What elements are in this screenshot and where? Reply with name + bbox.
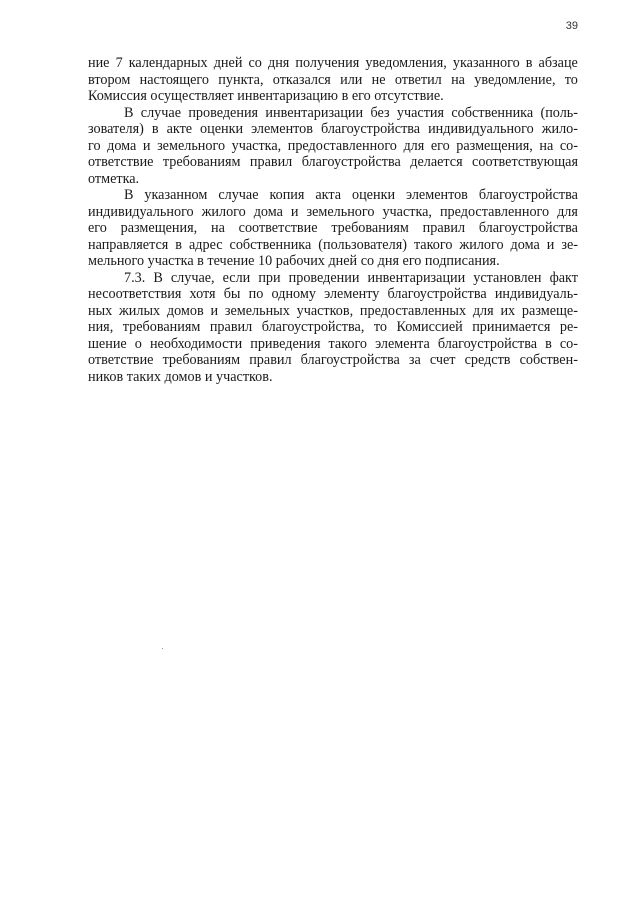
text-line: шение о необходимости приведения такого элемента благоустройства в со- [88,335,578,352]
paragraph [88,270,578,386]
text-line: В случае проведения инвентаризации без участия собственника (поль- [124,104,578,121]
text-line: ответствие требованиям правил благоустройства делается соответствующая [88,154,578,170]
text-line: ответствие требованиям правил благоустройства за счет средств собствен- [88,352,578,368]
text-line: несоответствия хотя бы по одному элементу благоустройства индивидуаль- [88,286,578,302]
text-line: ние 7 календарных дней со дня получения уведомления, указанного в абзаце [88,55,578,71]
text-line: го дома и земельного участка, предоставленного для его размещения, на со- [88,137,578,154]
paragraph [88,105,578,188]
paragraph [88,55,578,105]
text-line: ников таких домов и участков. [88,368,273,385]
text-line: ния, требованиям правил благоустройства, то Комиссией принимается ре- [88,319,578,335]
page-number: 39 [565,20,578,32]
document-body [88,55,578,385]
paragraph [88,187,578,270]
text-line: ных жилых домов и земельных участков, предоставленных для их размеще- [88,302,578,319]
text-line: 7.3. В случае, если при проведении инвентаризации установлен факт [124,269,578,286]
text-line: В указанном случае копия акта оценки элементов благоустройства [124,187,578,203]
text-line: мельного участка в течение 10 рабочих дней со дня его подписания. [88,253,500,269]
text-line: индивидуального жилого дома и земельного участка, предоставленного для [88,203,578,220]
text-line: его размещения, на соответствие требованиям правил благоустройства [88,220,578,236]
text-line: отметка. [88,170,140,187]
text-line: втором настоящего пункта, отказался или не ответил на уведомление, то [88,71,578,88]
scan-speck [162,648,163,649]
text-line: Комиссия осуществляет инвентаризацию в его отсутствие. [88,88,444,104]
text-line: направляется в адрес собственника (пользователя) такого жилого дома и зе- [88,236,578,253]
text-line: зователя) в акте оценки элементов благоустройства индивидуального жило- [88,121,578,137]
